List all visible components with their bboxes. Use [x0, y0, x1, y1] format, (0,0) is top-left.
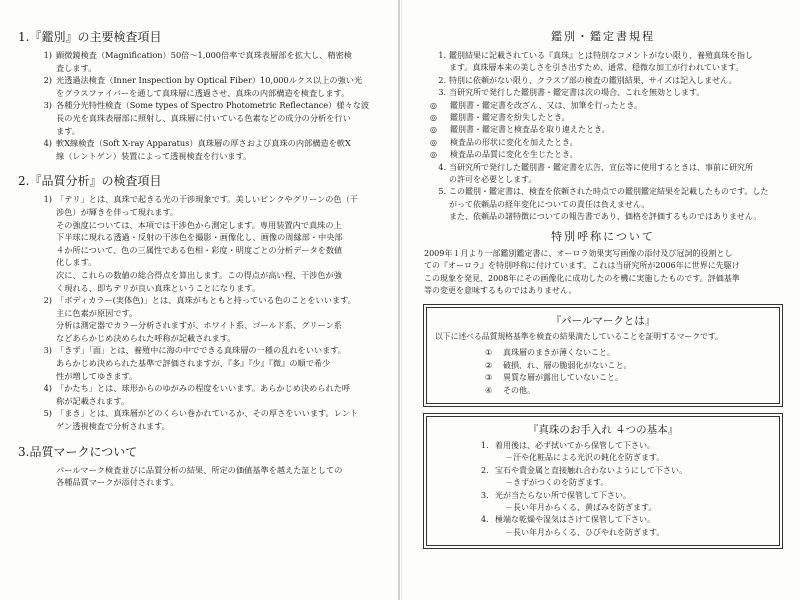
item-text — [56, 407, 386, 432]
text-line: 顕微鏡検査（Magnification）50倍～1,000倍率で真珠表層部を拡大し、精密検 — [56, 50, 352, 60]
regulation-number: 2. — [438, 75, 446, 85]
text-line: 主に色素が原因です。 — [56, 307, 138, 318]
item-text: 真珠層のまきが薄くないこと。 — [503, 348, 615, 358]
item-text — [56, 193, 386, 294]
text-line: 線（レントゲン）装置によって透視検査を行います。 — [56, 150, 252, 161]
text-line: 「かたち」とは、球形からのゆがみの程度をいいます。あらかじめ決められた呼 — [56, 383, 351, 394]
text-line: 査します。 — [56, 62, 97, 73]
section-item — [18, 464, 386, 489]
invalid-conditions-list — [420, 100, 786, 162]
care-benefit: －きずがつくのを防ぎます。 — [505, 478, 609, 488]
care-text — [495, 514, 771, 539]
condition-text: 鑑別書・鑑定書を紛失したとき。 — [450, 113, 570, 123]
text-line: 当研究所で発行した鑑別書・鑑定書を広告、宣伝等に使用するときは、事前に研究所 — [449, 162, 753, 172]
regulation-item — [420, 50, 786, 75]
section-2 — [18, 174, 386, 432]
care-benefit: －汗や化粧品による光沢の鈍化を防ぎます。 — [505, 453, 665, 463]
care-text — [495, 465, 771, 490]
section-item — [18, 193, 386, 294]
regulation-text — [449, 50, 786, 75]
invalid-condition — [420, 149, 786, 161]
pearl-care-title: 『真珠のお手入れ ４つの基本』 — [527, 423, 679, 436]
regulation-number: 1. — [438, 51, 446, 60]
item-number: ④ — [485, 385, 493, 395]
text-line: 各種分光特性検査（Some types of Spectro Photometric Reflectance）様々な波 — [56, 100, 370, 111]
invalid-condition — [420, 112, 786, 124]
item-number: 2. — [481, 465, 489, 475]
text-line: 渉色）が輝きを伴って現れます。 — [56, 206, 179, 217]
item-number: 1. — [481, 440, 489, 450]
pearl-mark-intro: 以下に述べる品質規格基準を検査の結果満たしていることを証明するマークです。 — [435, 332, 723, 342]
item-text — [56, 344, 386, 382]
text-line: ての『オーロラ』を特別呼称に付けています。これは当研究所が2006年に世界に先駆け — [424, 261, 740, 271]
item-number: 2) — [43, 295, 52, 306]
item-number: 3) — [43, 345, 52, 356]
section-item — [18, 407, 386, 432]
care-item — [435, 490, 771, 515]
text-line: この現象を発見、2008年にその画像化に成功したのを機に実施したものです。評価基準 — [424, 273, 740, 283]
item-number: 1) — [43, 50, 52, 60]
text-line: 「テリ」とは、真珠で起きる光の干渉現象です。美しいピンクやグリーンの色（干 — [56, 194, 358, 205]
item-text — [56, 99, 386, 137]
pearl-mark-box — [426, 307, 780, 404]
care-instruction: 極端な乾燥や湿気はさけて保管して下さい。 — [495, 515, 655, 525]
pearl-mark-title: 『パールマークとは』 — [550, 315, 656, 328]
section-title: 2.『品質分析』の検査項目 — [18, 174, 162, 189]
text-line: などあらかじめ決められた呼称が記載されます。 — [56, 332, 236, 343]
section-item — [18, 74, 386, 99]
regulation-list — [420, 50, 786, 100]
text-line: をグラスファイバーを通して真珠層に透過させ、真珠の内部構造を検査します。 — [56, 87, 350, 98]
care-text — [495, 490, 771, 515]
regulation-text — [449, 75, 786, 87]
bullet-mark: ◎ — [430, 150, 437, 160]
item-text: 破損、れ、層の脆弱化がないこと。 — [503, 360, 632, 370]
text-line: 軟X線検査（Soft X-ray Apparatus）真珠層の厚さおよび真珠の内部構造を軟X — [56, 138, 351, 149]
item-text: 異質な層が露出していないこと。 — [503, 373, 623, 383]
regulation-list-continued — [420, 162, 786, 224]
text-line: がって依頼品の経年変化についての責任は負えません。 — [449, 199, 650, 209]
text-line: 分析は測定器でカラー分析されますが、ホワイト系、ゴールド系、グリーン系 — [56, 320, 342, 331]
care-benefit: －長い年月からくる、ひびやれを防ぎます。 — [505, 527, 665, 537]
condition-text: 検査品の品質に変化を生じたとき。 — [450, 150, 578, 160]
item-number — [18, 464, 56, 489]
text-line: また、依頼品の諸特徴についての報告書であり、価格を評価するものではありません。 — [449, 212, 762, 222]
care-text — [495, 440, 771, 465]
item-text — [56, 464, 386, 489]
regulation-text — [449, 162, 786, 187]
condition-text: 検査品の形状に変化を加えたとき。 — [450, 137, 578, 147]
text-line: あらかじめ決められた基準で評価されますが、『多』『少』『微』の順で希少 — [56, 358, 331, 369]
care-instruction: 宝石や貴金属と直接触れ合わないようにして下さい。 — [495, 465, 687, 475]
regulations-title: 鑑別・鑑定書規程 — [551, 30, 655, 43]
text-line: 鑑別結果に記載されている『真珠』とは特別なコメントがない限り、養殖真珠を指し — [449, 51, 753, 60]
text-line: ゲン透視検査で分析されます。 — [56, 421, 170, 432]
care-instruction: 光が当たらない所で保管して下さい。 — [495, 490, 631, 500]
text-line: 当研究所で発行した鑑別書・鑑定書は次の場合、これを無効とします。 — [449, 88, 705, 98]
item-text — [56, 382, 386, 407]
item-number: 1) — [43, 194, 52, 205]
regulation-item — [420, 75, 786, 87]
section-item — [18, 49, 386, 74]
item-number: 4. — [481, 515, 489, 525]
text-line: 2009年１月より一部鑑別鑑定書に、オーロラ効果実写画像の添付及び冠詞的役割とし — [424, 248, 733, 258]
regulation-text — [449, 186, 786, 223]
text-line: この鑑別・鑑定書は、検査を依頼された時点での鑑別鑑定結果を記載したものです。した — [449, 187, 769, 197]
regulation-number: 3. — [438, 88, 446, 98]
pearl-mark-item — [435, 360, 771, 372]
regulation-number: 5. — [438, 187, 446, 197]
section-item — [18, 137, 386, 162]
invalid-condition — [420, 100, 786, 112]
text-line: く現れる、即ちテリが良い真珠ということになります。 — [56, 282, 261, 293]
bullet-mark: ◎ — [430, 100, 437, 110]
special-name-title: 特別呼称について — [551, 229, 655, 243]
item-number: 3. — [481, 490, 489, 500]
pearl-mark-item — [435, 347, 771, 359]
section-item — [18, 382, 386, 407]
pearl-mark-list — [435, 347, 771, 397]
text-line: 各種品質マークが添付されます。 — [56, 477, 179, 488]
pearl-mark-item — [435, 372, 771, 384]
regulation-item — [420, 87, 786, 99]
text-line: 称が記載されます。 — [56, 395, 130, 406]
text-line: その強度については、本項では干渉色から測定します。専用装置内で真珠の上 — [56, 219, 342, 230]
item-number: 4) — [43, 383, 52, 394]
regulation-item — [420, 186, 786, 223]
text-line: ４か所について、色の三属性である色相・彩度・明度ごとの分析データを数値 — [56, 244, 343, 255]
item-number: 3) — [43, 100, 52, 111]
text-line: 「ボディカラー(実体色)」とは、真珠がもともと持っている色のことをいいます。 — [56, 295, 356, 306]
text-line: 下半球に現れる透過・反射の干渉色を撮影・画像化し、画像の周縁部・中央部 — [56, 232, 343, 243]
text-line: 光透過法検査（Inner Inspection by Optical Fiber）10,000ルクス以上の強い光 — [56, 75, 363, 86]
item-number: ③ — [485, 373, 493, 383]
care-item — [435, 440, 771, 465]
invalid-condition — [420, 124, 786, 136]
section-title: 1.『鑑別』の主要検査項目 — [18, 30, 162, 44]
text-line: の許可を必要とします。 — [449, 175, 537, 185]
text-line: 「きず」「面」とは、養殖中に海の中でできる真珠層の一種の乱れをいいます。 — [56, 345, 346, 356]
special-name-paragraph — [420, 248, 786, 298]
care-item — [435, 465, 771, 490]
section-item — [18, 294, 386, 344]
item-number: 4) — [43, 138, 52, 149]
item-text — [56, 49, 386, 74]
bullet-mark: ◎ — [430, 125, 437, 135]
text-line: 化します。 — [56, 257, 97, 268]
regulation-text — [449, 87, 786, 99]
regulation-number: 4. — [438, 162, 446, 172]
text-line: ます。真珠層本来の美しさを引き出すため、通常、穏微な加工が行われています。 — [449, 63, 744, 73]
text-line: ます。 — [56, 125, 80, 136]
regulation-item — [420, 162, 786, 187]
item-text: その他。 — [503, 385, 535, 395]
section-3 — [18, 445, 386, 489]
care-benefit: －長い年月からくる、黄ばみを防ぎます。 — [505, 502, 657, 512]
text-line: 等の変更を意味するものではありません。 — [424, 285, 577, 295]
invalid-condition — [420, 137, 786, 149]
item-text — [56, 137, 386, 162]
section-item — [18, 99, 386, 137]
bullet-mark: ◎ — [430, 113, 437, 123]
item-text — [56, 74, 386, 99]
section-item — [18, 344, 386, 382]
item-number: ② — [485, 360, 493, 370]
pearl-care-box — [426, 416, 780, 546]
pearl-care-list — [435, 440, 771, 539]
item-text — [56, 294, 386, 344]
text-line: 特別に依頼がない限り、クラスプ部の検査の鑑別結果、サイズは記入しません。 — [449, 75, 737, 85]
text-line: 長の光を真珠表層部に照射し、真珠層に付いている色素などの成分の分析を行い — [56, 112, 351, 123]
text-line: 性が増してゆきます。 — [56, 370, 138, 381]
section-1 — [18, 30, 386, 162]
text-line: 次に、これらの数値の総合得点を算出します。この得点が高い程、干渉色が強 — [56, 269, 342, 280]
bullet-mark: ◎ — [430, 137, 437, 147]
text-line: パールマーク検査並びに品質分析の結果、所定の価値基準を越えた証としての — [56, 464, 343, 475]
item-number: ① — [485, 348, 493, 358]
item-number: 2) — [43, 75, 52, 86]
condition-text: 鑑別書・鑑定書と検査品を取り違えたとき。 — [450, 125, 610, 135]
pearl-mark-item — [435, 385, 771, 397]
care-item — [435, 514, 771, 539]
item-number: 5) — [43, 408, 52, 419]
care-instruction: 着用後は、必ず拭いてから保管して下さい。 — [495, 440, 655, 450]
right-page — [400, 0, 800, 600]
condition-text: 鑑別書・鑑定書を改ざん、又は、加筆を行ったとき。 — [450, 100, 643, 110]
section-title: 3.品質マークについて — [18, 444, 138, 459]
text-line: 「まき」とは、真珠層がどのくらい巻かれているか、その厚さをいいます。レント — [56, 408, 359, 419]
